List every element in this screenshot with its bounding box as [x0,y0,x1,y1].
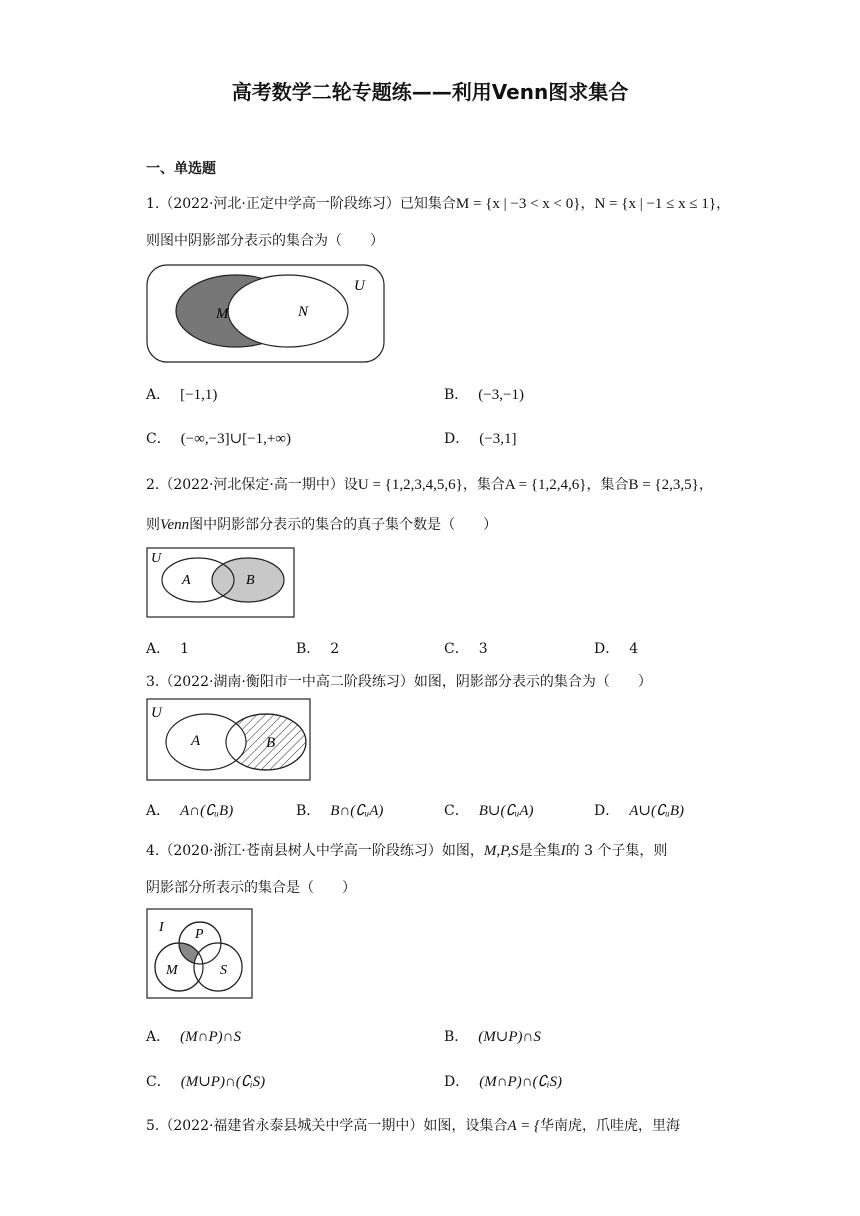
q3-option-d[interactable] [594,800,684,820]
q2-set-u: U = {1,2,3,4,5,6} [357,477,463,493]
q1-end: ， [716,196,731,212]
q1-set-n: N = {x | −1 ≤ x ≤ 1} [594,196,717,212]
q2-option-b-text: 2 [330,641,340,657]
q1-option-b[interactable] [444,384,524,404]
q3-option-a-label: A． [146,803,171,819]
question-1-line-1 [146,193,730,213]
q3-label-a: A [191,733,201,749]
q3-option-c-text: B∪(∁ᵤA) [478,803,534,819]
q2-end: ， [698,477,713,493]
question-3-line-1: 3.（2022·湖南·衡阳市一中高二阶段练习）如图，阴影部分表示的集合为（ ） [146,674,652,690]
q2-option-c[interactable] [444,638,488,658]
q4-mid-1: 是全集 [518,843,561,859]
q4-label-s: S [220,963,227,978]
q3-option-b-label: B． [296,803,321,819]
q3-option-d-text: A∪(∁ᵤB) [629,803,685,819]
q2-set-b: B = {2,3,5} [628,477,699,493]
q1-option-a-text: [−1,1) [180,387,218,403]
q1-set-m: M = {x | −3 < x < 0} [455,196,581,212]
question-5-line-1 [146,1115,680,1135]
q2-option-c-label: C． [444,641,469,657]
q4-venn-diagram [146,908,254,1000]
q2-label-u: U [151,551,162,566]
q2-venn-diagram [146,547,296,619]
q2-option-a[interactable] [146,638,189,658]
q2-mid-1: ，集合 [462,477,505,493]
q4-option-d-text: (M∩P)∩(∁ᵢS) [479,1074,562,1090]
q2-text: 2.（2022·河北保定·高一期中）设 [146,477,358,493]
q2-option-b[interactable] [296,638,339,658]
q2-option-d-label: D． [594,641,620,657]
q4-option-c-text: (M∪P)∩(∁ᵢS) [180,1074,266,1090]
question-4-line-1 [146,840,667,860]
q4-option-a-label: A． [146,1029,171,1045]
q3-option-b[interactable] [296,800,383,820]
q1-sep: ， [580,196,595,212]
q1-option-a-label: A． [146,387,171,403]
q4-option-a-text: (M∩P)∩S [180,1029,241,1045]
q4-mid-2: 的 3 个子集，则 [565,843,668,859]
q1-option-b-text: (−3,−1) [478,387,524,403]
q2-label-a: A [182,573,191,588]
page-title: 高考数学二轮专题练——利用Venn图求集合 [231,80,629,104]
q4-sets: M,P,S [483,843,519,859]
q3-option-c-label: C． [444,803,469,819]
q3-venn-diagram [146,698,312,782]
q2-option-a-label: A． [146,641,171,657]
q5-set-a: A = { [507,1118,540,1134]
q1-option-d-text: (−3,1] [479,431,517,447]
q2-line2-a: 则 [146,517,160,533]
question-4-line-2: 阴影部分所表示的集合是（ ） [146,880,356,896]
q4-option-a[interactable] [146,1026,241,1046]
q3-option-a-text: A∩(∁ᵤB) [180,803,234,819]
q5-text-b: 华南虎，爪哇虎，里海 [539,1118,680,1134]
q3-circle-a [166,714,246,770]
q1-option-c-label: C． [146,431,171,447]
q4-text: 4.（2020·浙江·苍南县树人中学高一阶段练习）如图， [146,843,484,859]
q3-label-u: U [151,705,162,721]
q5-text: 5.（2022·福建省永泰县城关中学高一期中）如图，设集合 [146,1118,508,1134]
q1-label-u: U [354,278,365,294]
q4-option-d[interactable] [444,1071,562,1091]
q4-label-m: M [166,963,178,978]
q2-venn-word: Venn [160,517,190,533]
q4-option-b-label: B． [444,1029,469,1045]
q4-option-b-text: (M∪P)∩S [478,1029,541,1045]
q2-label-b: B [246,573,255,588]
q4-label-i: I [159,920,164,935]
question-2-line-2 [146,514,497,534]
q1-text: 1.（2022·河北·正定中学高一阶段练习）已知集合 [146,196,456,212]
q4-option-c-label: C． [146,1074,171,1090]
q2-option-d-text: 4 [629,641,639,657]
q3-option-b-text: B∩(∁ᵤA) [330,803,384,819]
q3-label-b: B [266,735,276,751]
q1-circle-n [228,275,348,347]
q2-option-c-text: 3 [478,641,488,657]
q4-option-c[interactable] [146,1071,265,1091]
q4-label-p: P [195,927,204,942]
q3-option-a[interactable] [146,800,233,820]
question-1-line-2: 则图中阴影部分表示的集合为（ ） [146,233,384,249]
q2-line2-b: 图中阴影部分表示的集合的真子集个数是（ ） [189,517,498,533]
q1-option-d[interactable] [444,428,516,448]
q3-option-c[interactable] [444,800,534,820]
section-heading: 一、单选题 [146,161,216,177]
question-2-line-1 [146,474,713,494]
q3-option-d-label: D． [594,803,620,819]
q1-label-n: N [298,304,309,320]
q2-option-d[interactable] [594,638,638,658]
q4-option-d-label: D． [444,1074,470,1090]
q1-option-a[interactable] [146,384,217,404]
q2-set-a: A = {1,2,4,6} [504,477,587,493]
q1-venn-diagram [146,264,386,364]
q2-option-b-label: B． [296,641,321,657]
q4-universal: I [560,843,566,859]
q4-option-b[interactable] [444,1026,541,1046]
q1-option-c-text: (−∞,−3]∪[−1,+∞) [180,431,291,447]
q2-mid-2: ，集合 [586,477,629,493]
q2-option-a-text: 1 [180,641,190,657]
q1-label-m: M [216,306,229,322]
q1-option-d-label: D． [444,431,470,447]
q1-option-b-label: B． [444,387,469,403]
q1-option-c[interactable] [146,428,291,448]
